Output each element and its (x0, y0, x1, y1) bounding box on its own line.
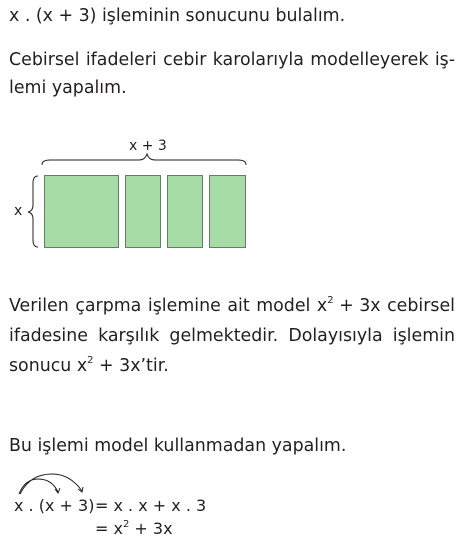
step2-pre: = x (95, 519, 123, 538)
word: Cebirsel (9, 50, 80, 70)
word: ait (227, 296, 250, 316)
step2-post: + 3x (129, 519, 173, 538)
word: ifadeleri (85, 50, 157, 70)
word: işlemine (147, 296, 221, 316)
exponent: 2 (87, 355, 94, 367)
exponent: 2 (122, 518, 130, 530)
word: modelleyerek (310, 50, 429, 70)
expr-rest: + 3x (333, 296, 381, 316)
word: Verilen (9, 296, 69, 316)
word: çarpma (75, 296, 142, 316)
model-side-label: x (14, 203, 23, 219)
solution-lhs: x . (x + 3) (14, 496, 95, 515)
solution-step-1: = x . x + x . 3 (95, 496, 207, 515)
word: iş- (434, 50, 455, 70)
word: gelmektedir. (169, 326, 279, 346)
intro-text: x . (x + 3) işleminin sonucunu bulalım. (9, 6, 346, 26)
word: cebir (163, 50, 207, 70)
word: cebirsel (387, 296, 455, 316)
word: işlemin (392, 326, 455, 346)
word: model (256, 296, 311, 316)
exponent: 2 (327, 295, 334, 307)
word: karolarıyla (212, 50, 304, 70)
instruction-line-2: lemi yapalım. (9, 78, 127, 98)
word: ifadesine (9, 326, 88, 346)
section-heading: Bu işlemi model kullanmadan yapalım. (9, 436, 347, 456)
result-post: + 3x’tir. (93, 356, 169, 376)
solution-step-2 (95, 519, 173, 538)
expr-x: x (316, 296, 328, 316)
result-pre: sonucu x (9, 356, 88, 376)
model-top-label: x + 3 (129, 138, 167, 154)
word: karşılık (98, 326, 160, 346)
word: Dolayısıyla (288, 326, 383, 346)
arrow-to-3 (20, 474, 82, 494)
